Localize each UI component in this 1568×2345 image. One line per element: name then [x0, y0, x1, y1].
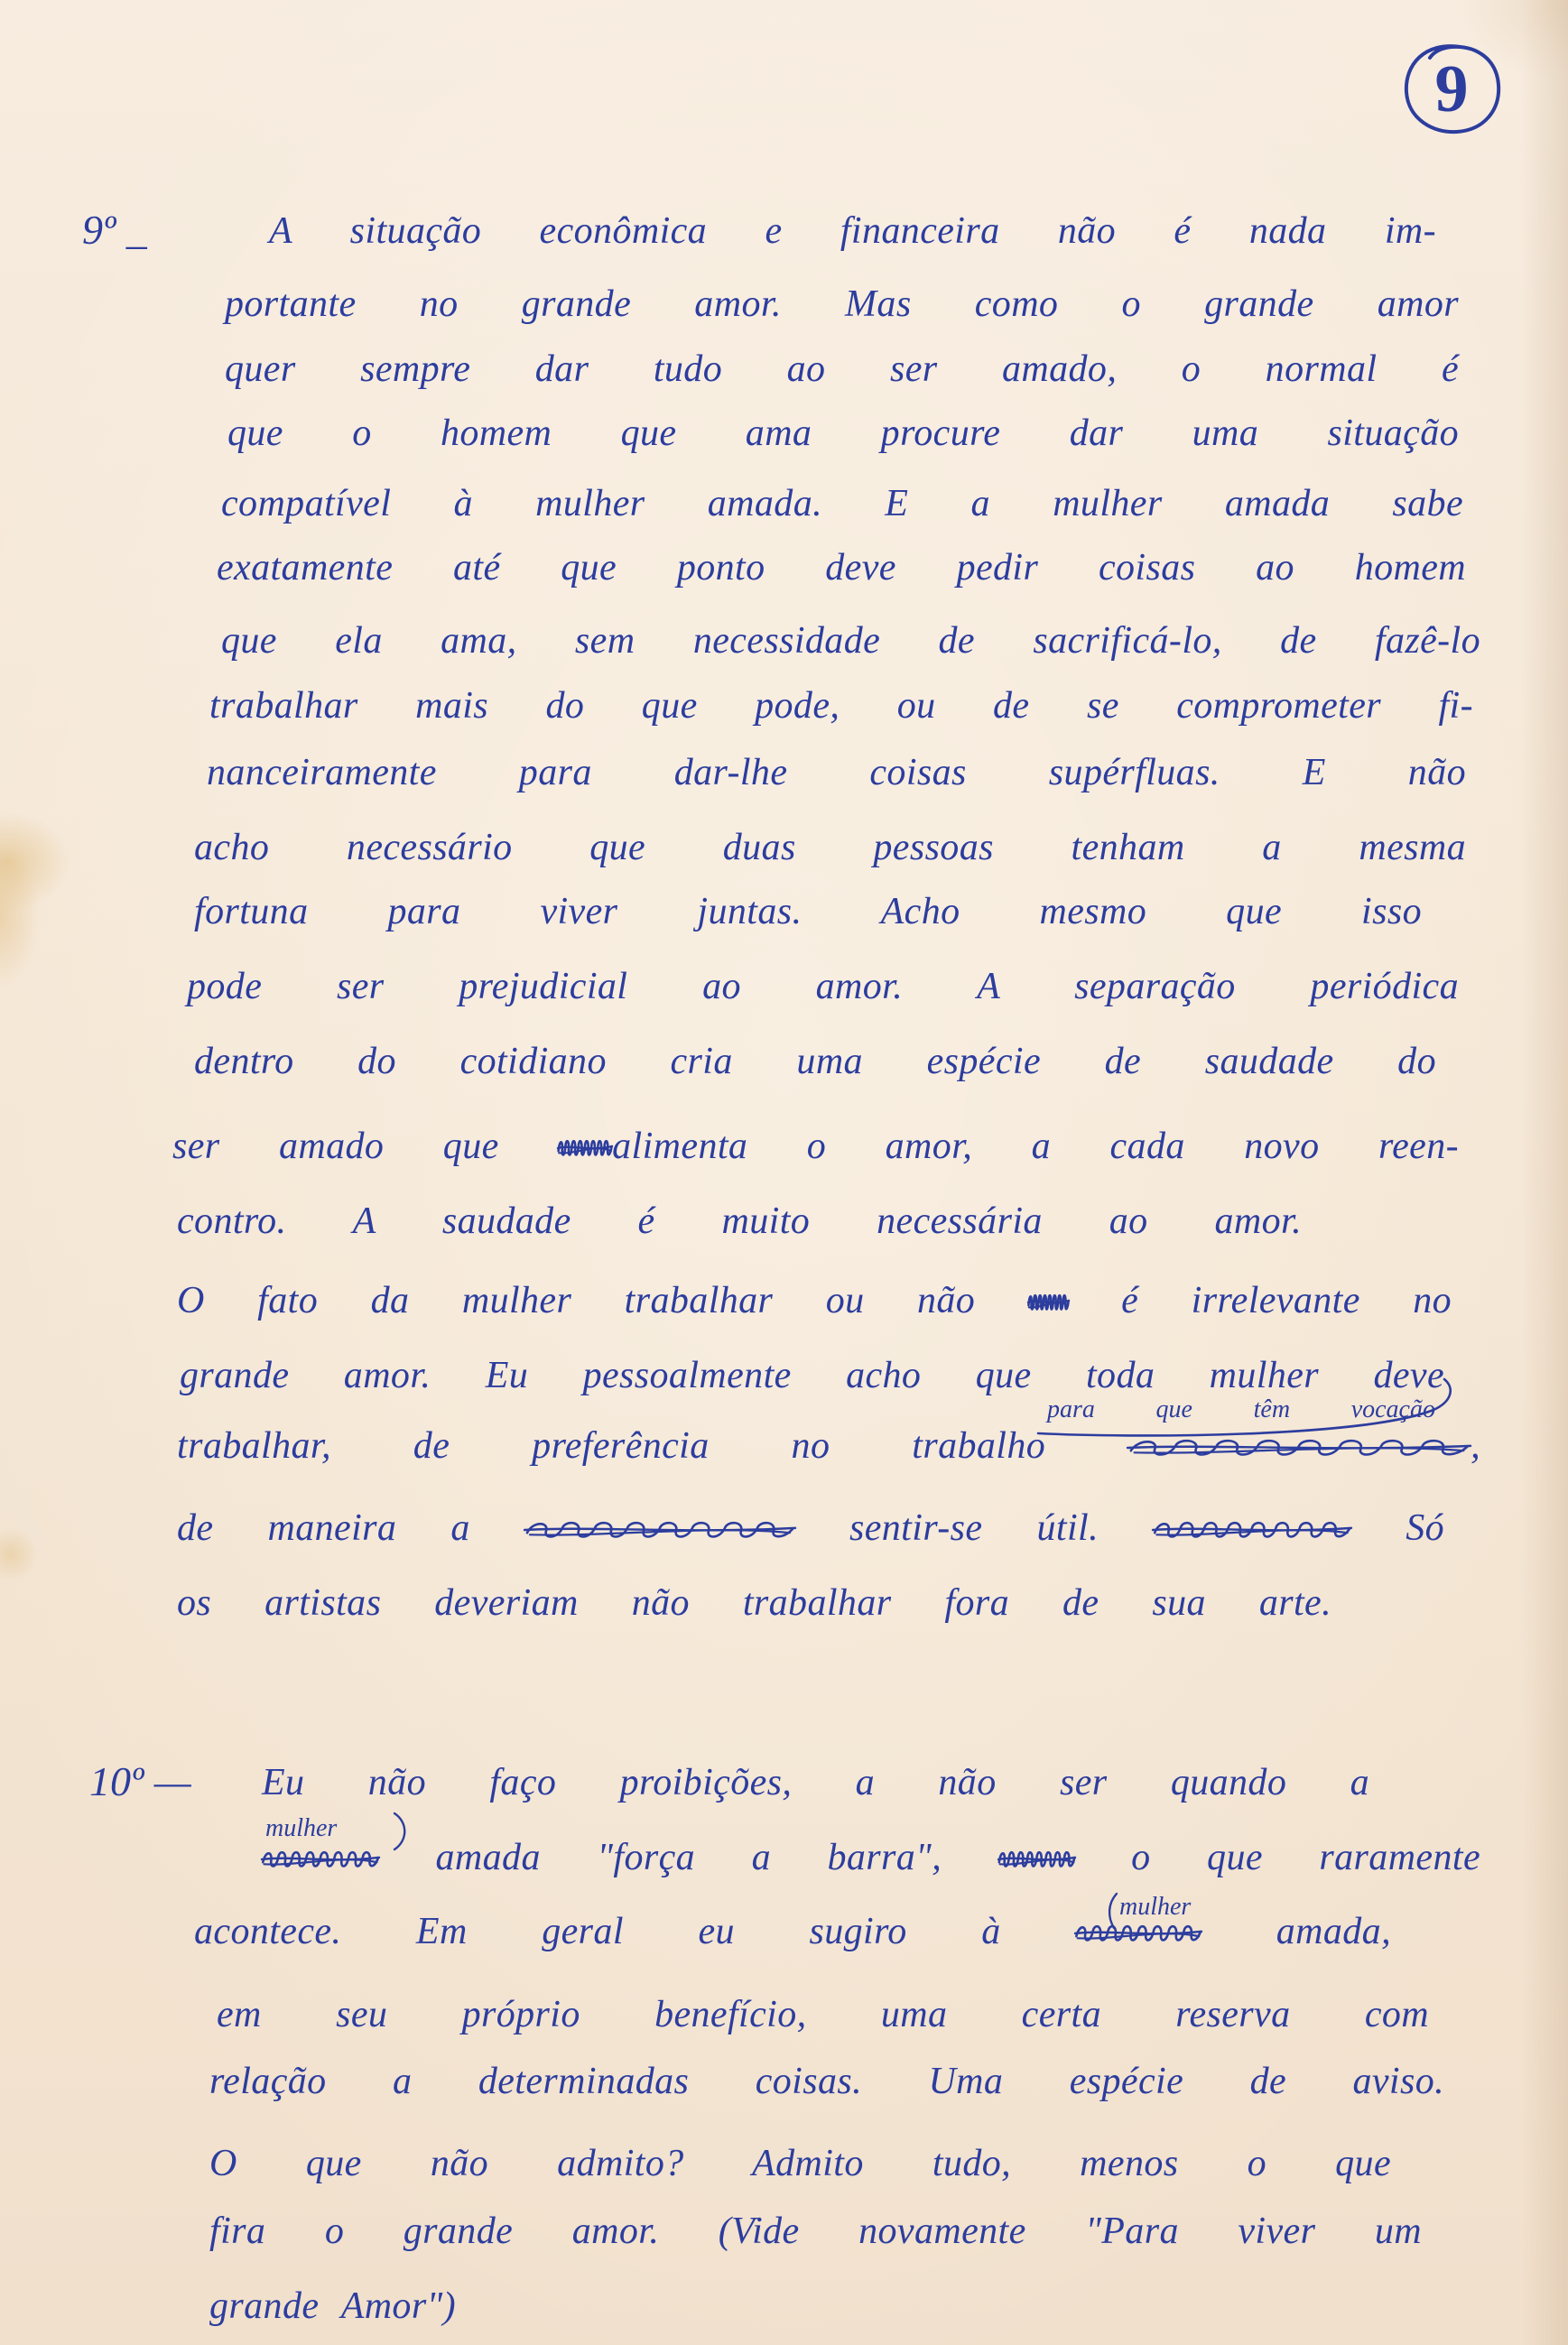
answer-10-label: 10º —: [89, 1758, 191, 1804]
answer-9-line-6: exatamente até que ponto deve pedir coisas ao homem: [217, 547, 1466, 589]
answer-9-insertion: para que têm vocação: [1047, 1395, 1435, 1423]
answer-9-line-17: grande amor. Eu pessoalmente acho que toda mulher deve: [180, 1355, 1444, 1396]
answer-9-line-10: acho necessário que duas pessoas tenham a mesma: [194, 827, 1466, 868]
answer-9-line-13: dentro do cotidiano cria uma espécie de saudade do: [194, 1041, 1436, 1082]
line-text: é irrelevante no: [1121, 1280, 1452, 1321]
crossed-out-scribble: [262, 1845, 379, 1874]
line-text: de maneira a: [177, 1507, 470, 1549]
answer-9-line-5: compatível à mulher amada. E a mulher amada sabe: [221, 483, 1463, 524]
line-text: ,: [1471, 1425, 1480, 1467]
answer-9-line-20: os artistas deveriam não trabalhar fora de sua arte.: [177, 1582, 1331, 1624]
crossed-out-scribble: [558, 1134, 612, 1163]
crossed-out-scribble: [1075, 1919, 1202, 1948]
line-text: amada,: [1276, 1911, 1391, 1952]
crossed-out-scribble: [1153, 1515, 1351, 1544]
answer-9-line-19: [177, 1509, 1444, 1547]
answer-9-line-9: nanceiramente para dar-lhe coisas supérfluas. E não: [207, 752, 1466, 793]
answer-10-line-5: relação a determinadas coisas. Uma espécie de aviso.: [209, 2061, 1444, 2102]
answer-9-line-16: [177, 1282, 1452, 1320]
line-text: acontece. Em geral eu sugiro à: [194, 1911, 1001, 1952]
answer-9-line-3: quer sempre dar tudo ao ser amado, o normal é: [225, 348, 1459, 390]
answer-9-label: 9º _: [82, 207, 147, 253]
page-number: 9: [1434, 52, 1469, 126]
answer-9-line-11: fortuna para viver juntas. Acho mesmo que isso: [194, 891, 1422, 932]
answer-9-line-18: [177, 1427, 1480, 1465]
page-number-circle: [1397, 40, 1506, 139]
line-text: amada "força a barra",: [435, 1837, 942, 1878]
line-text: O fato da mulher trabalhar ou não: [177, 1280, 976, 1321]
crossed-out-scribble: [998, 1845, 1075, 1874]
crossed-out-scribble: [524, 1515, 795, 1544]
answer-9-line-14: [172, 1127, 1459, 1165]
answer-10-insertion-2: mulher: [1119, 1893, 1192, 1921]
answer-10-line-4: em seu próprio benefício, uma certa reserva com: [217, 1994, 1429, 2035]
answer-10-insertion-1: mulher: [265, 1814, 338, 1842]
line-text: alimenta o amor, a cada novo reen-: [612, 1126, 1459, 1167]
answer-9-line-1: A situação econômica e financeira não é nada im-: [269, 210, 1436, 252]
crossed-out-scribble: [1028, 1288, 1069, 1317]
answer-9-line-2: portante no grande amor. Mas como o grande amor: [225, 283, 1459, 325]
line-text: Só: [1406, 1507, 1444, 1549]
answer-10-line-7: fira o grande amor. (Vide novamente "Para viver um: [209, 2211, 1422, 2252]
answer-10-line-2: [262, 1839, 1480, 1877]
answer-9-line-4: que o homem que ama procure dar uma situação: [227, 412, 1459, 454]
answer-9-line-12: pode ser prejudicial ao amor. A separação periódica: [187, 966, 1459, 1007]
answer-9-line-7: que ela ama, sem necessidade de sacrificá-lo, de fazê-lo: [221, 620, 1480, 662]
answer-10-line-3: [194, 1913, 1391, 1951]
line-text: sentir-se útil.: [849, 1507, 1099, 1549]
crossed-out-scribble: [1127, 1433, 1471, 1462]
line-text: o que raramente: [1131, 1837, 1480, 1878]
answer-10-line-1: Eu não faço proibições, a não ser quando a: [262, 1762, 1369, 1803]
line-text: trabalhar, de preferência no trabalho: [177, 1425, 1046, 1467]
answer-10-line-8: grande Amor"): [209, 2285, 456, 2327]
line-text: ser amado que: [172, 1126, 499, 1167]
answer-9-line-15: contro. A saudade é muito necessária ao amor.: [177, 1200, 1302, 1242]
answer-9-line-8: trabalhar mais do que pode, ou de se comprometer fi-: [209, 685, 1473, 727]
answer-10-line-6: O que não admito? Admito tudo, menos o que: [209, 2143, 1391, 2184]
